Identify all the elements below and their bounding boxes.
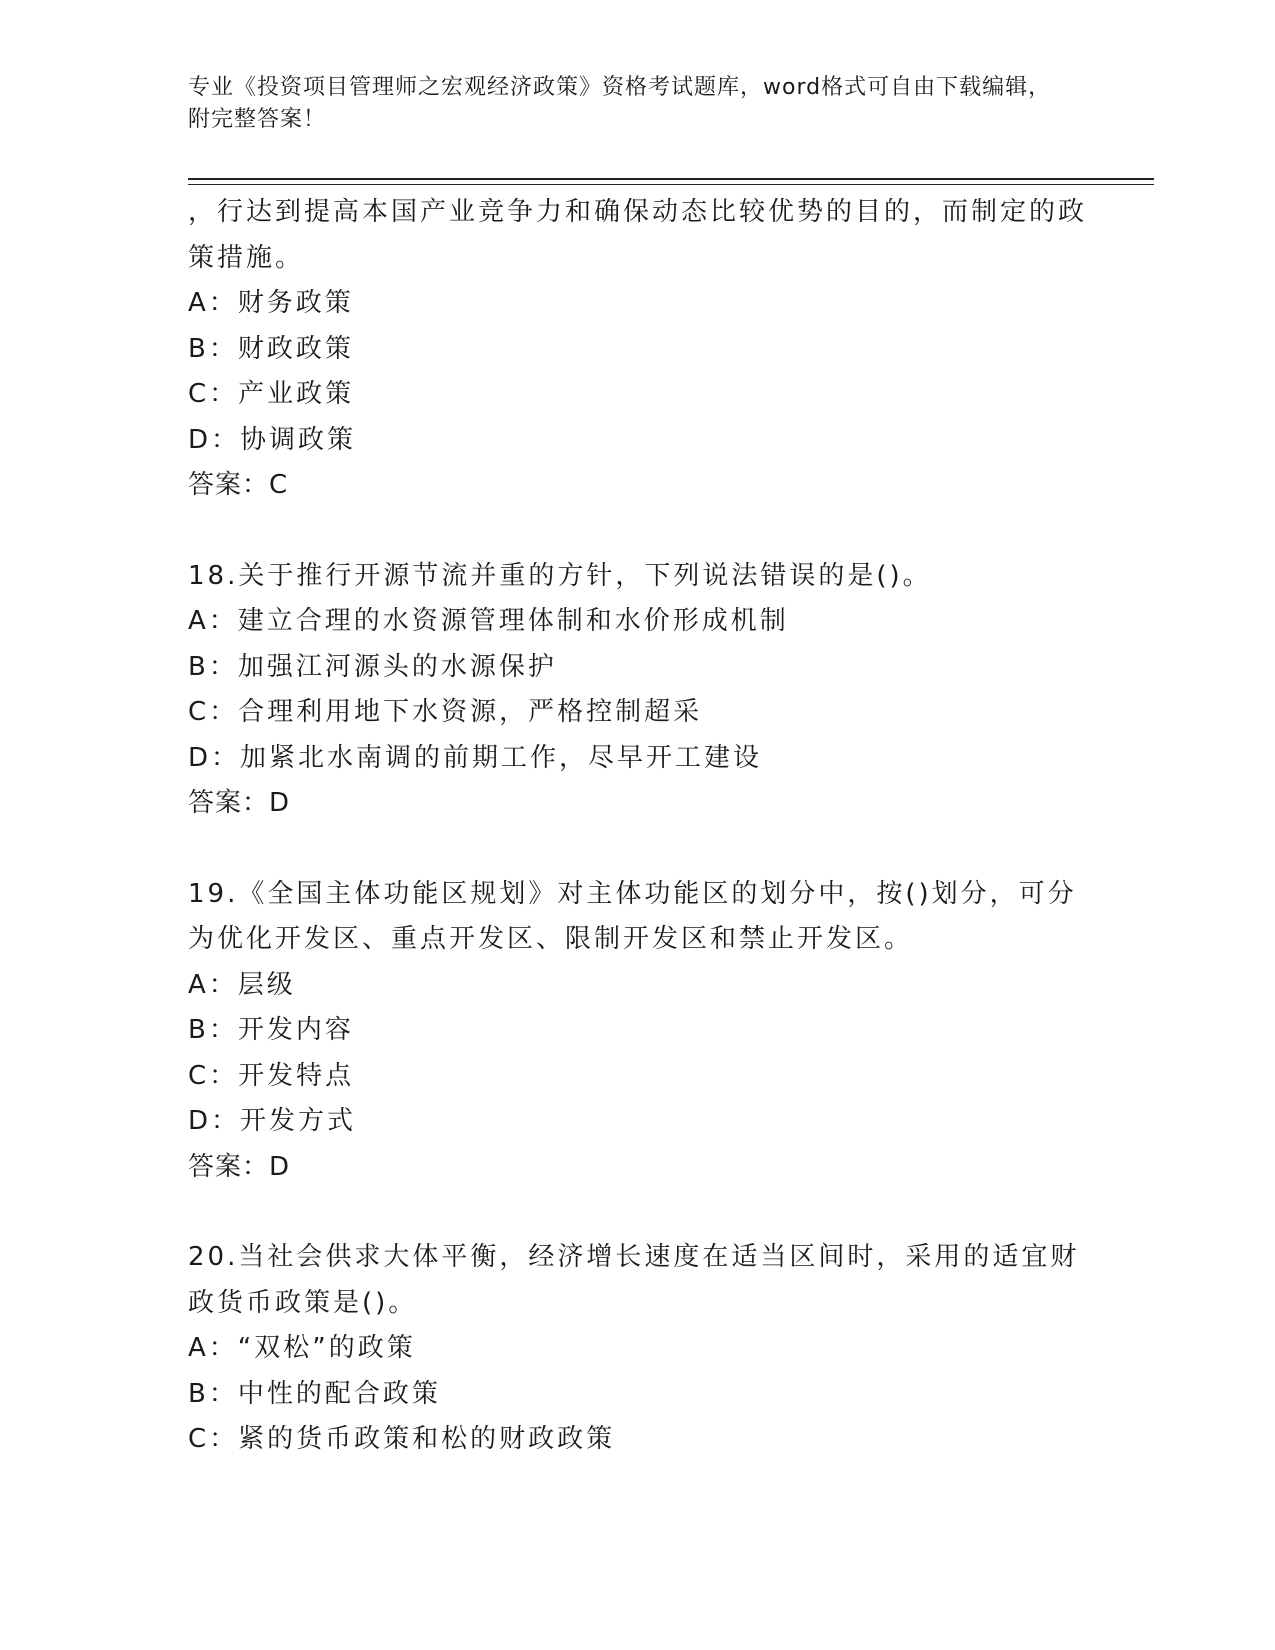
option-b: B：开发内容 xyxy=(188,1015,354,1045)
answer-line: 答案：C xyxy=(188,470,289,500)
option-b: B：加强江河源头的水源保护 xyxy=(188,651,557,682)
question-20 xyxy=(188,1235,1088,1463)
option-d: D：加紧北水南调的前期工作，尽早开工建设 xyxy=(188,742,763,773)
option-d: D：开发方式 xyxy=(188,1106,357,1136)
option-c: C：合理利用地下水资源，严格控制超采 xyxy=(188,697,703,727)
option-b: B：财政政策 xyxy=(188,333,354,364)
question-stem: 19.《全国主体功能区规划》对主体功能区的划分中，按()划分，可分为优化开发区、重点开发区、限制开发区和禁止开发区。 xyxy=(188,878,1077,954)
answer-line: 答案：D xyxy=(188,1151,291,1182)
option-a: A：“双松”的政策 xyxy=(188,1333,416,1363)
question-17-continued xyxy=(188,190,1088,509)
option-c: C：紧的货币政策和松的财政政策 xyxy=(188,1424,616,1454)
question-stem: 20.当社会供求大体平衡，经济增长速度在适当区间时，采用的适宜财政货币政策是()。 xyxy=(188,1242,1080,1318)
answer-line: 答案：D xyxy=(188,788,291,818)
header-divider-thick xyxy=(188,178,1154,180)
option-d: D：协调政策 xyxy=(188,424,357,455)
option-b: B：中性的配合政策 xyxy=(188,1378,441,1409)
option-a: A：财务政策 xyxy=(188,288,354,318)
question-19 xyxy=(188,872,1088,1191)
option-c: C：产业政策 xyxy=(188,379,355,409)
option-a: A：层级 xyxy=(188,969,296,1000)
option-c: C：开发特点 xyxy=(188,1060,355,1091)
header-divider-thin xyxy=(188,184,1154,185)
question-stem: ，行达到提高本国产业竞争力和确保动态比较优势的目的，而制定的政策措施。 xyxy=(188,197,1088,273)
question-18 xyxy=(188,554,1088,827)
question-stem: 18.关于推行开源节流并重的方针，下列说法错误的是()。 xyxy=(188,560,932,591)
option-a: A：建立合理的水资源管理体制和水价形成机制 xyxy=(188,606,789,636)
question-list xyxy=(188,190,1088,1508)
document-header: 专业《投资项目管理师之宏观经济政策》资格考试题库，word格式可自由下载编辑，附完整答案！ xyxy=(188,75,1052,132)
